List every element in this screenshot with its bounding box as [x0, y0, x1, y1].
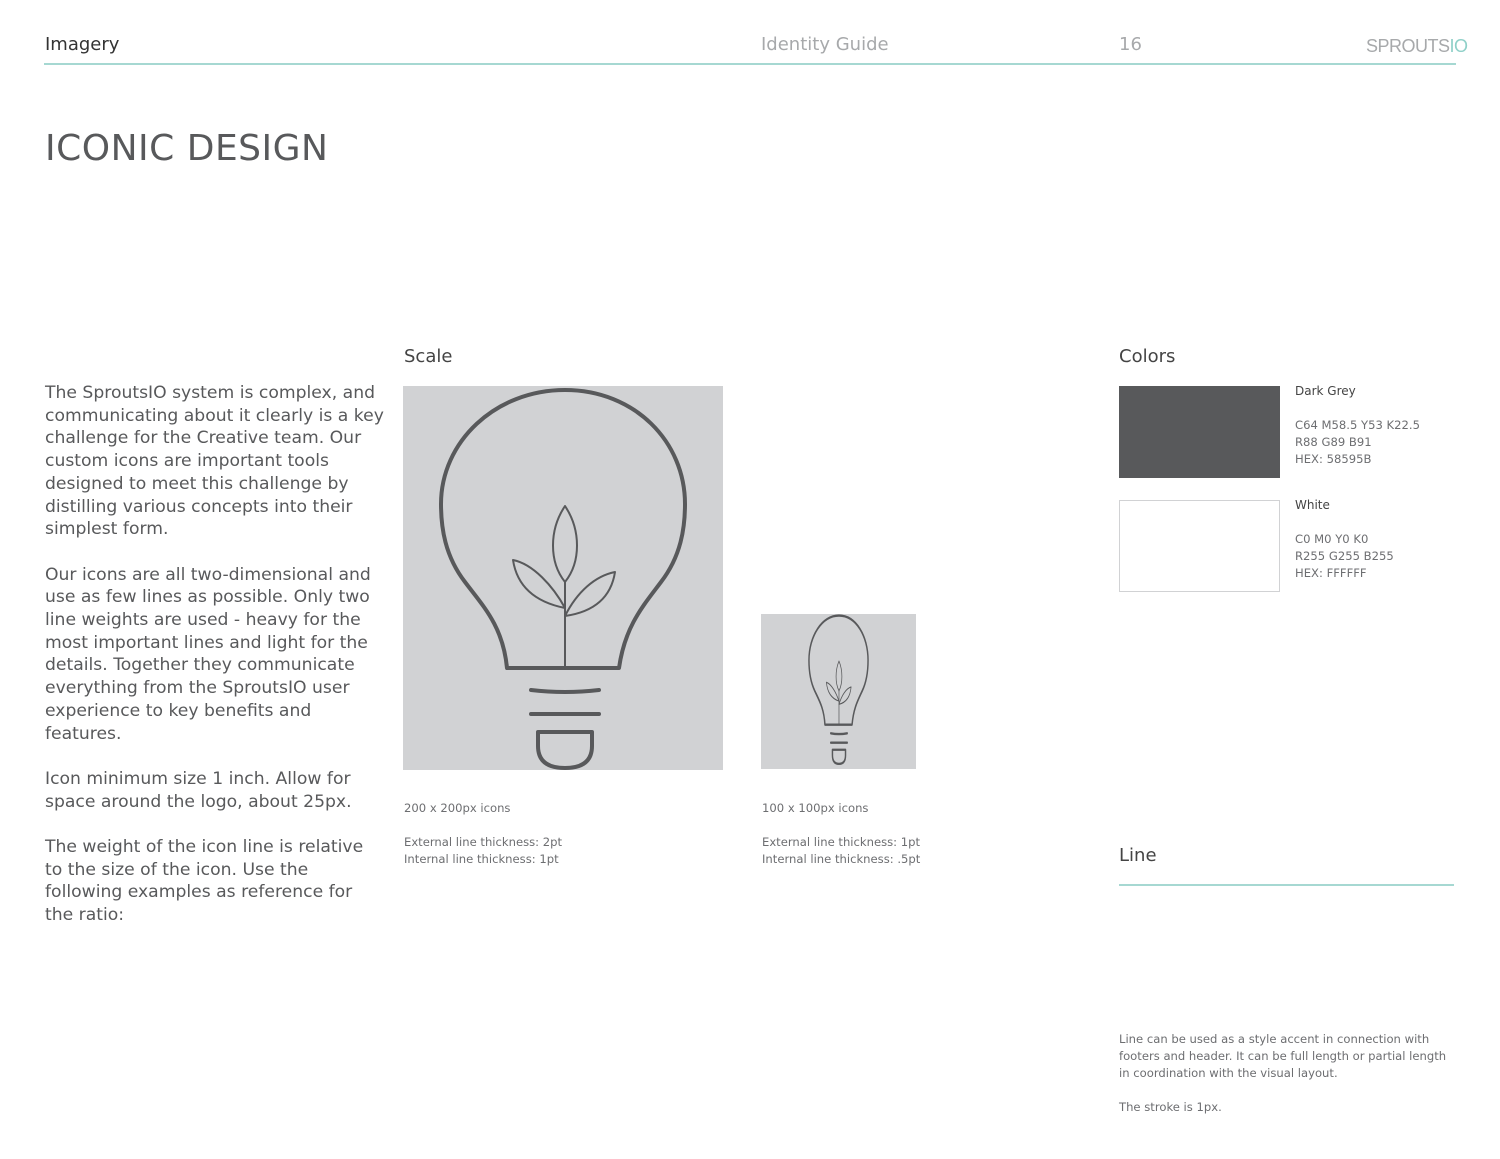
- line-description: [1119, 1031, 1459, 1133]
- color-cmyk: C0 M0 Y0 K0: [1295, 532, 1369, 546]
- large-internal-thickness: Internal line thickness: 1pt: [404, 852, 559, 866]
- colors-heading: Colors: [1119, 346, 1176, 367]
- color-cmyk: C64 M58.5 Y53 K22.5: [1295, 418, 1420, 432]
- color-rgb: R88 G89 B91: [1295, 435, 1372, 449]
- body-paragraph: Icon minimum size 1 inch. Allow for space around the logo, about 25px.: [45, 768, 352, 812]
- color-name: Dark Grey: [1295, 384, 1356, 398]
- body-paragraph: Our icons are all two-dimensional and use as few lines as possible. Only two line weights are used - heavy for the most important lines and light for the details. Together they communicate everything from the SproutsIO user experience to key benefits and features.: [45, 564, 371, 744]
- header-rule: [44, 63, 1456, 65]
- logo-base-text: SPROUTS: [1366, 36, 1450, 56]
- color-hex: HEX: 58595B: [1295, 452, 1372, 466]
- color-info-dark-grey: [1295, 383, 1420, 468]
- small-icon-size: 100 x 100px icons: [762, 801, 869, 815]
- lightbulb-sprout-icon: [403, 386, 723, 770]
- lightbulb-sprout-icon: [761, 614, 916, 769]
- large-icon-caption: [404, 800, 562, 868]
- color-hex: HEX: FFFFFF: [1295, 566, 1367, 580]
- color-info-white: [1295, 497, 1394, 582]
- color-rgb: R255 G255 B255: [1295, 549, 1394, 563]
- page-number: 16: [1119, 34, 1142, 55]
- sproutsio-logo: [1366, 36, 1468, 57]
- body-paragraph: The SproutsIO system is complex, and communicating about it clearly is a key challenge for the Creative team. Our custom icons are important tools designed to meet this challenge by distilling various concepts into their simplest form.: [45, 383, 384, 540]
- large-icon-size: 200 x 200px icons: [404, 801, 511, 815]
- icon-large-example: [403, 386, 723, 770]
- small-internal-thickness: Internal line thickness: .5pt: [762, 852, 921, 866]
- page-title: ICONIC DESIGN: [45, 128, 329, 169]
- large-external-thickness: External line thickness: 2pt: [404, 835, 563, 849]
- icon-small-example: [761, 614, 916, 769]
- small-external-thickness: External line thickness: 1pt: [762, 835, 921, 849]
- line-paragraph: The stroke is 1px.: [1119, 1100, 1222, 1114]
- line-paragraph: Line can be used as a style accent in connection with footers and header. It can be full length or partial length in coordination with the visual layout.: [1119, 1032, 1447, 1080]
- line-heading: Line: [1119, 845, 1157, 866]
- header-section-title: Imagery: [45, 34, 120, 55]
- small-icon-caption: [762, 800, 920, 868]
- body-copy: [45, 382, 385, 950]
- body-paragraph: The weight of the icon line is relative to the size of the icon. Use the following examples as reference for the ratio:: [45, 837, 364, 926]
- color-swatch-dark-grey: [1119, 386, 1280, 478]
- header-document-title: Identity Guide: [761, 34, 889, 55]
- color-name: White: [1295, 498, 1330, 512]
- logo-accent-text: IO: [1449, 36, 1468, 56]
- line-accent-rule: [1119, 884, 1454, 886]
- scale-heading: Scale: [404, 346, 453, 367]
- color-swatch-white: [1119, 500, 1280, 592]
